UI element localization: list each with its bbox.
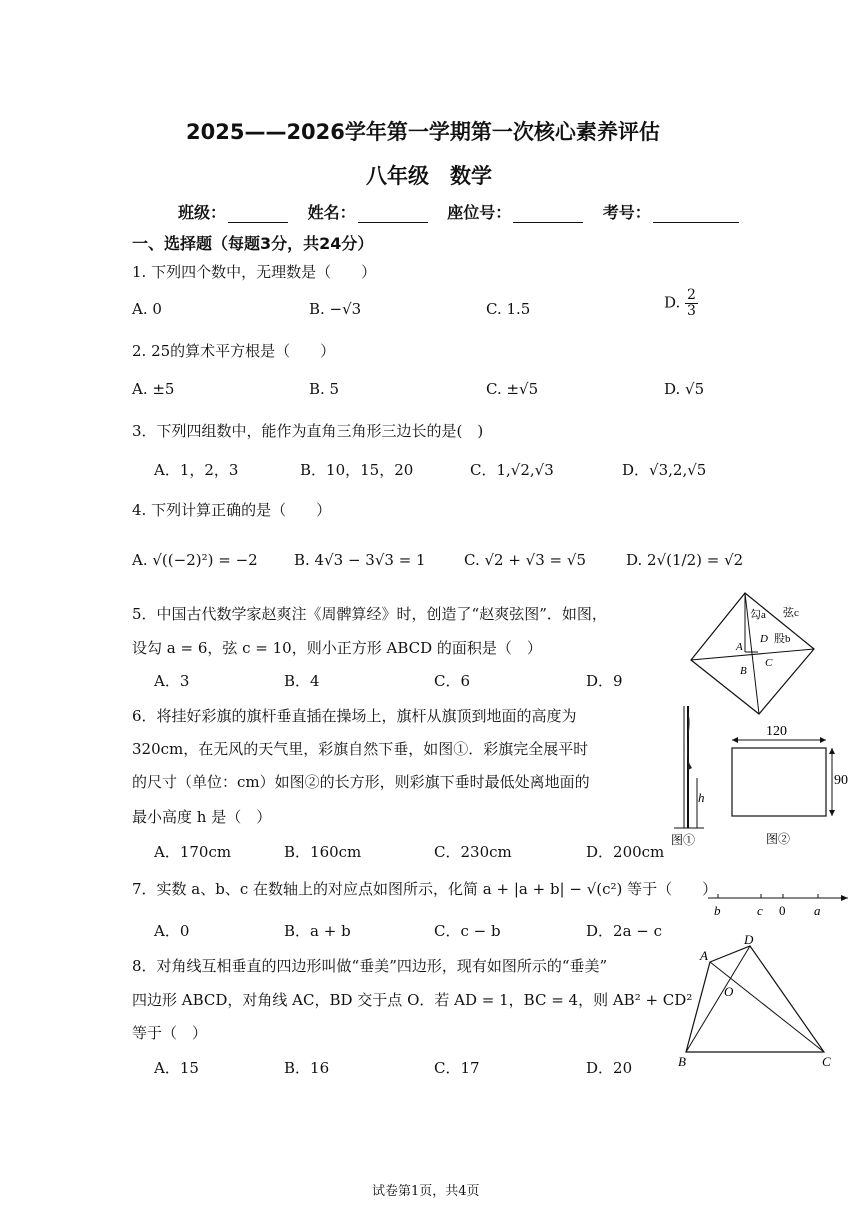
seat-blank[interactable]	[513, 206, 583, 223]
q4-option-c[interactable]: C. √2 + √3 = √5	[464, 551, 586, 569]
label-fig2: 图②	[766, 832, 791, 846]
zhao-shuang-diagram	[686, 590, 818, 718]
q1-option-a[interactable]: A. 0	[132, 300, 162, 318]
label-zero: 0	[779, 903, 786, 918]
q1-d-denominator: 3	[687, 303, 696, 319]
class-label: 班级：	[178, 203, 227, 222]
label-A: A	[736, 641, 743, 653]
label-gou-a: 勾a	[750, 609, 766, 621]
q3-stem: 3．下列四组数中，能作为直角三角形三边长的是( )	[132, 422, 484, 440]
q4-option-d[interactable]: D. 2√(1/2) = √2	[626, 551, 744, 569]
label-B: B	[740, 665, 747, 677]
q8-option-b[interactable]: B．16	[284, 1059, 330, 1077]
q3-option-a[interactable]: A．1，2，3	[154, 461, 239, 479]
q1-d-prefix: D.	[664, 293, 681, 312]
label-gu-b: 股b	[774, 633, 791, 645]
q8-stem-line1: 8．对角线互相垂直的四边形叫做“垂美”四边形，现有如图所示的“垂美”	[132, 957, 608, 975]
q3-option-b[interactable]: B．10，15，20	[300, 461, 414, 479]
q7-option-c[interactable]: C．c − b	[434, 922, 501, 940]
label-fig1: 图①	[671, 833, 696, 847]
label-c: c	[757, 903, 763, 918]
flag-rectangle-figure	[722, 722, 856, 848]
exam-number-blank[interactable]	[653, 206, 739, 223]
q1-d-numerator: 2	[687, 287, 696, 303]
q8-option-d[interactable]: D．20	[586, 1059, 633, 1077]
quadrilateral-figure	[672, 932, 842, 1072]
exam-subtitle: 八年级 数学	[366, 164, 492, 188]
q8-option-a[interactable]: A．15	[154, 1059, 199, 1077]
label-b: b	[714, 903, 721, 918]
label-h: h	[698, 790, 705, 805]
q6-option-d[interactable]: D．200cm	[586, 843, 665, 861]
exam-number-label: 考号：	[602, 203, 651, 222]
q5-option-d[interactable]: D．9	[586, 672, 623, 690]
label-B: B	[678, 1054, 686, 1069]
label-height-90: 90	[834, 773, 848, 788]
class-blank[interactable]	[228, 206, 288, 223]
q5-stem-line1: 5．中国古代数学家赵爽注《周髀算经》时，创造了“赵爽弦图”．如图，	[132, 605, 607, 623]
q2-option-b[interactable]: B. 5	[309, 380, 340, 398]
label-A: A	[700, 948, 708, 963]
q4-stem: 4. 下列计算正确的是（ ）	[132, 501, 332, 519]
q5-option-a[interactable]: A．3	[154, 672, 190, 690]
name-label: 姓名：	[307, 203, 356, 222]
q2-stem: 2. 25的算术平方根是（ ）	[132, 342, 336, 360]
exam-title: 2025——2026学年第一学期第一次核心素养评估	[186, 120, 660, 144]
q7-stem: 7．实数 a、b、c 在数轴上的对应点如图所示，化简 a + |a + b| − √(c²) 等于（ ）	[132, 880, 718, 898]
label-C: C	[765, 657, 773, 669]
flagpole-figure	[668, 700, 708, 850]
q7-option-d[interactable]: D．2a − c	[586, 922, 663, 940]
label-D: D	[744, 932, 754, 947]
number-line-figure	[704, 884, 854, 920]
q1-option-c[interactable]: C. 1.5	[486, 300, 531, 318]
q1-stem: 1. 下列四个数中，无理数是（ ）	[132, 263, 377, 281]
q5-option-c[interactable]: C．6	[434, 672, 471, 690]
q6-stem-line4: 最小高度 h 是（ ）	[132, 808, 272, 826]
label-D: D	[760, 633, 768, 645]
page-footer: 试卷第1页，共4页	[372, 1184, 480, 1199]
label-a: a	[814, 903, 821, 918]
q2-option-d[interactable]: D. √5	[664, 380, 705, 398]
q6-option-b[interactable]: B．160cm	[284, 843, 362, 861]
q3-option-c[interactable]: C．1,√2,√3	[470, 461, 554, 479]
q8-option-c[interactable]: C．17	[434, 1059, 480, 1077]
q5-stem-line2: 设勾 a = 6，弦 c = 10，则小正方形 ABCD 的面积是（ ）	[132, 639, 542, 657]
q7-option-a[interactable]: A．0	[154, 922, 190, 940]
q1-option-b[interactable]: B. −√3	[309, 300, 362, 318]
q1-option-d[interactable]	[664, 288, 698, 319]
q6-stem-line2: 320cm，在无风的天气里，彩旗自然下垂，如图①．彩旗完全展平时	[132, 740, 589, 758]
q6-option-c[interactable]: C．230cm	[434, 843, 512, 861]
q6-stem-line1: 6．将挂好彩旗的旗杆垂直插在操场上，旗杆从旗顶到地面的高度为	[132, 707, 577, 725]
seat-label: 座位号：	[447, 203, 512, 222]
q5-option-b[interactable]: B．4	[284, 672, 320, 690]
q8-stem-line2: 四边形 ABCD，对角线 AC，BD 交于点 O．若 AD = 1，BC = 4，则 AB² + CD²	[132, 991, 693, 1009]
name-blank[interactable]	[358, 206, 428, 223]
label-O: O	[724, 984, 734, 999]
q2-option-a[interactable]: A. ±5	[132, 380, 175, 398]
q2-option-c[interactable]: C. ±√5	[486, 380, 539, 398]
label-C: C	[822, 1054, 831, 1069]
q6-option-a[interactable]: A．170cm	[154, 843, 232, 861]
label-width-120: 120	[766, 724, 787, 739]
q4-option-b[interactable]: B. 4√3 − 3√3 = 1	[294, 551, 426, 569]
q7-option-b[interactable]: B．a + b	[284, 922, 351, 940]
student-info-row	[178, 200, 753, 223]
q8-stem-line3: 等于（ ）	[132, 1024, 208, 1042]
q6-stem-line3: 的尺寸（单位：cm）如图②的长方形，则彩旗下垂时最低处离地面的	[132, 773, 590, 791]
section-heading: 一、选择题（每题3分，共24分）	[132, 234, 374, 253]
label-xian-c: 弦c	[783, 607, 799, 619]
q4-option-a[interactable]: A. √((−2)²) = −2	[132, 551, 258, 569]
q1-d-fraction	[685, 288, 698, 319]
q3-option-d[interactable]: D．√3,2,√5	[622, 461, 707, 479]
